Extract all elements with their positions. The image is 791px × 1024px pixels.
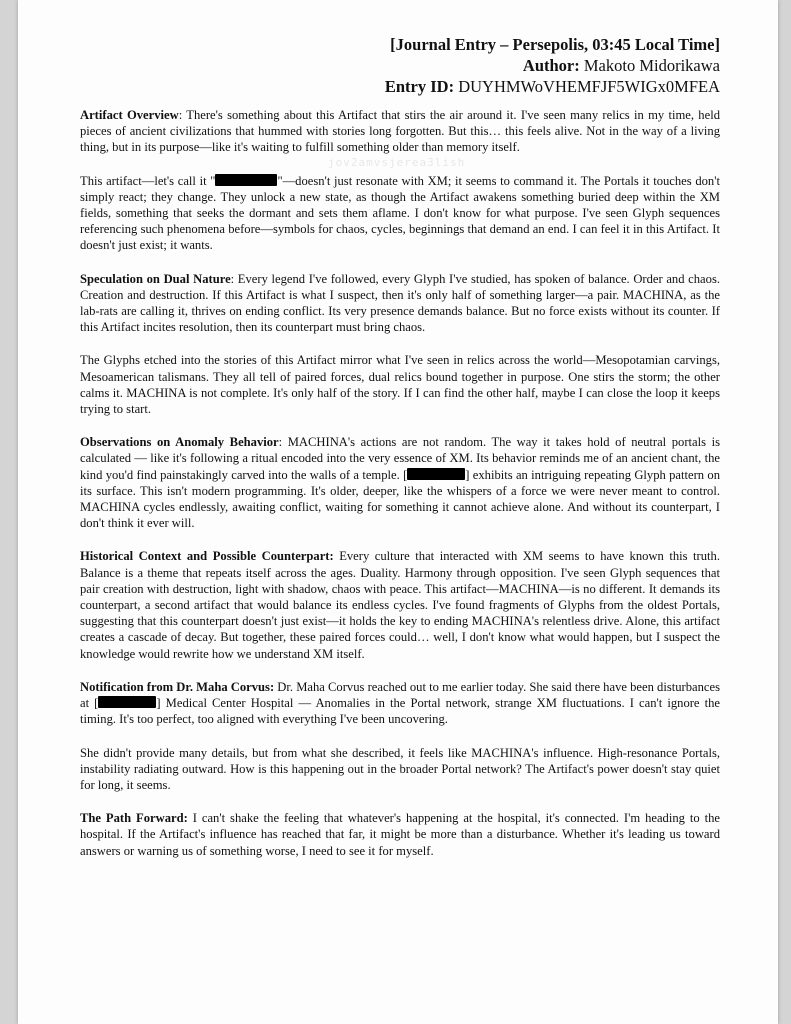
paragraph-text: : There's something about this Artifact that stirs the air around it. I've seen many relics in my time, held pieces of ancient civilizations that hummed with stories long forgotten. But this… this feels alive. Not in the way of a living thing, but in its purpose—like it's waiting to fulfill something older than memory itself. [80,108,720,155]
paragraph-text: : MACHINA's actions are not random. The way it takes hold of neutral portals is calculated — like it's following a ritual encoded into the very essence of XM. Its behavior reminds me of an ancient chant, the kind you'd find painstakingly carved into the walls of a temple. [ [80,435,721,482]
section-heading: Notification from Dr. Maha Corvus: [80,679,275,694]
journal-title: [Journal Entry – Persepolis, 03:45 Local Time] [390,35,720,54]
paragraph-text: She didn't provide many details, but from what she described, it feels like MACHINA's influence. High-resonance Portals, instability radiating outward. How is this happening out in the broader Portal network? The Artifact's power doesn't stay quiet for long, it seems. [80,745,720,792]
paragraph-path-forward [80,810,720,859]
paragraph-notification [80,679,720,728]
paragraph-text: Dr. Maha Corvus reached out to me earlier today. She said there have been disturbances at [ [80,679,720,711]
entry-id-value: DUYHMWoVHEMFJF5WIGx0MFEA [458,77,720,96]
section-heading: Historical Context and Possible Counterpart: [80,549,334,564]
document-page [18,0,778,1024]
section-heading: Artifact Overview [80,108,179,122]
watermark: jov2amvsjerea3lish [328,156,466,169]
paragraph-text: ] exhibits an intriguing repeating Glyph pattern on its surface. This isn't modern programming. It's older, deeper, like the whispers of a force we were never meant to control. MACHINA cycles endlessly, awaiting conflict, waiting for something it cannot achieve alone. And without its counterpart, I don't think it ever will. [80,467,720,531]
redaction-bar [98,696,156,708]
author-line [80,55,720,76]
entry-id-label: Entry ID: [384,77,455,96]
paragraph-anomaly-behavior [80,434,720,531]
paragraph-glyphs [80,352,720,417]
paragraph-historical-context [80,548,720,661]
paragraph-details [80,745,720,794]
section-heading: Observations on Anomaly Behavior [80,435,279,450]
paragraph-artifact-name [80,173,720,254]
section-heading: The Path Forward: [80,811,188,826]
journal-content [80,34,720,876]
redaction-bar [215,174,277,186]
redaction-bar [407,468,465,480]
paragraph-text: The Glyphs etched into the stories of this Artifact mirror what I've seen in relics across the world—Mesopotamian carvings, Mesoamerican talismans. They all tell of paired forces, dual relics bound together in purpose. One stirs the storm; the other calms it. MACHINA is not complete. It's only half of the story. If I can find the other half, maybe I can close the loop it keeps trying to start. [80,353,720,417]
journal-body [80,107,720,859]
paragraph-artifact-overview [80,107,720,156]
journal-header [80,34,720,97]
paragraph-dual-nature [80,271,720,336]
section-heading: Speculation on Dual Nature [80,271,231,286]
paragraph-text: I can't shake the feeling that whatever's happening at the hospital, it's connected. I'm heading to the hospital. If the Artifact's influence has reached that far, it might be more than a disturbance. Whether it's leading us toward answers or warning us of something worse, I need to see it for myself. [80,811,720,858]
paragraph-text: ] Medical Center Hospital — Anomalies in the Portal network, strange XM fluctuations. I can't ignore the timing. It's too perfect, too aligned with everything I've been uncovering. [80,696,721,727]
paragraph-text: "—doesn't just resonate with XM; it seems to command it. The Portals it touches don't simply react; they change. They unlock a new state, as though the Artifact awakens something buried deep within the XM fields, something that seeks the dormant and sets them aflame. I don't know for what purpose. I've seen Glyph sequences referencing such phenomena before—symbols for chaos, cycles, beginnings that demand an end. I can feel it in this Artifact. It doesn't just exist; it wants. [80,173,720,253]
paragraph-text: Every culture that interacted with XM seems to have known this truth. Balance is a theme that repeats itself across the ages. Duality. Harmony through opposition. I've seen Glyph sequences that pair creation with destruction, light with shadow, chaos with peace. This artifact—MACHINA—is no different. It demands its counterpart, a second artifact that would balance its endless cycles. I've found fragments of Glyphs from the oldest Portals, suggesting that this counterpart doesn't just exist—it holds the key to ending MACHINA's relentless drive. Alone, this artifact creates a cascade of decay. But together, these paired forces could… well, I don't know what would happen, but I suspect the knowledge would rewrite how we understand XM itself. [80,549,720,661]
author-label: Author: [522,56,580,75]
paragraph-text: This artifact—let's call it " [80,173,216,188]
paragraph-text: : Every legend I've followed, every Glyph I've studied, has spoken of balance. Order and chaos. Creation and destruction. If this Artifact is what I suspect, then it's only half of something larger—a pair. MACHINA, as the lab-rats are calling it, thrives on ending conflict. Its very presence demands balance. But no force exists without its counter. If this Artifact incites resolution, then its counterpart must bring chaos. [80,271,720,335]
entry-id-line [80,76,720,97]
author-name: Makoto Midorikawa [583,56,720,75]
